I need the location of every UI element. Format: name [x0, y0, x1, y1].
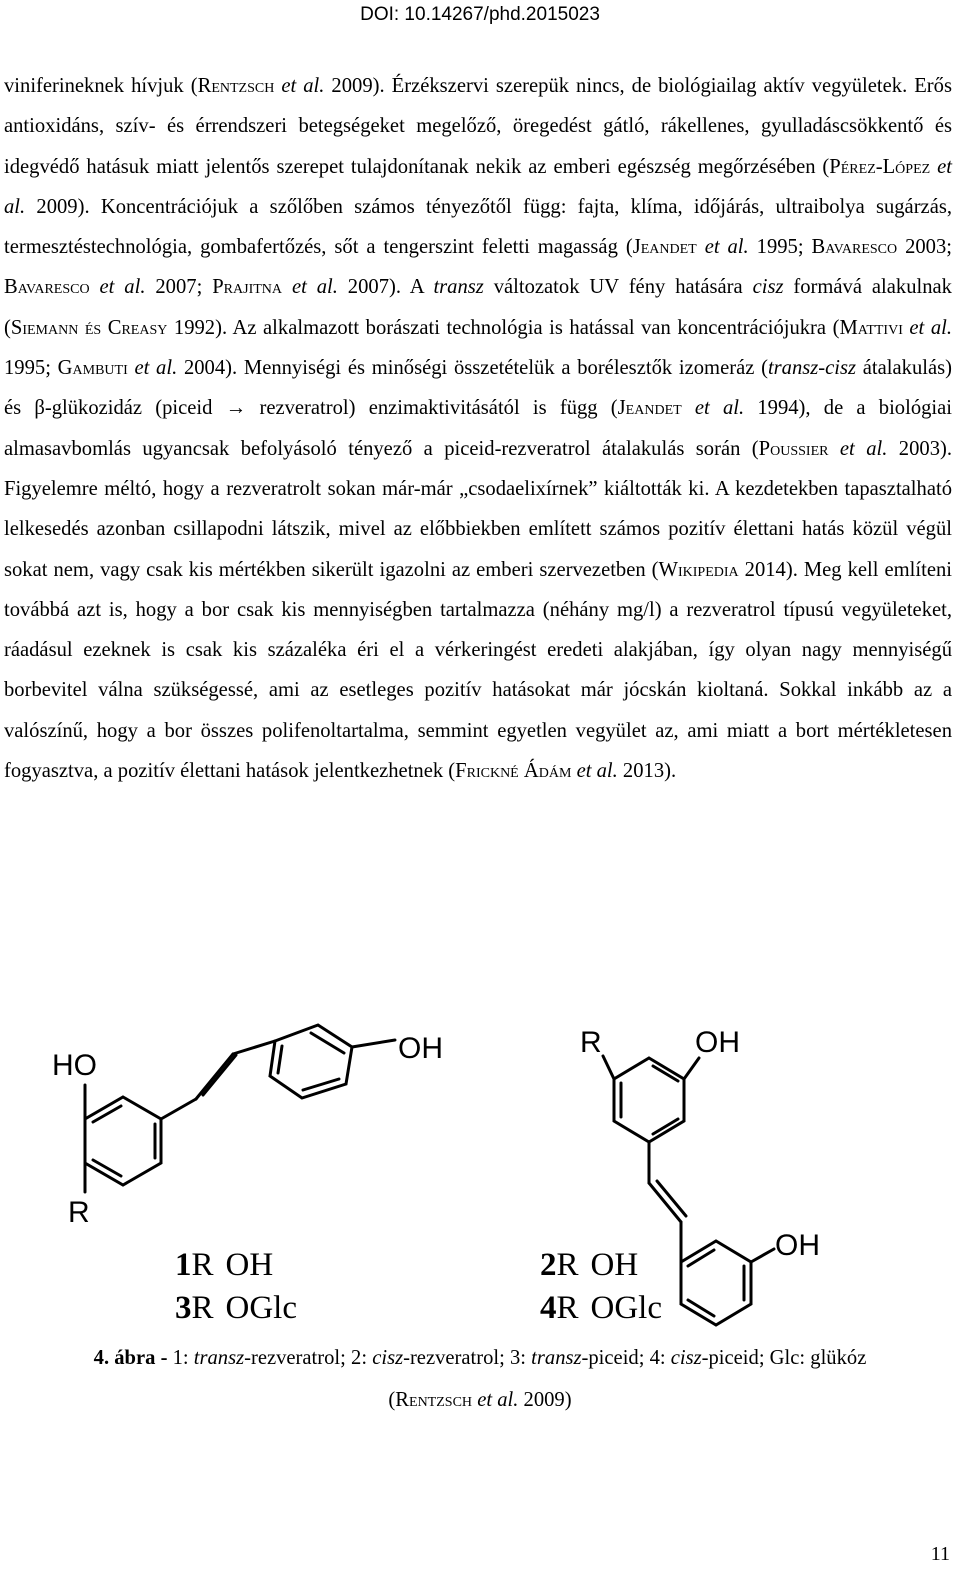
benzene-ring-left [85, 1097, 161, 1185]
legend-row-4 [540, 1290, 662, 1326]
term-cisz: cisz [372, 1347, 404, 1369]
group-label: OH [590, 1247, 639, 1283]
benzene-ring-bottom [681, 1241, 751, 1325]
double-bond [688, 1250, 714, 1266]
bond [751, 1249, 774, 1262]
et-al: et al. [839, 437, 888, 460]
legend-row-1 [175, 1247, 273, 1283]
doi-header: DOI: 10.14267/phd.2015023 [360, 4, 600, 25]
double-bond [93, 1106, 121, 1122]
text-span: 2007). A [337, 276, 434, 299]
text-span: 2009). Koncentrációjuk a szőlőben számos tényezőtől függ: fajta, klíma, időjárás, ultraibolya sugárzás, termesztéstechnológia, gombafertőzés, sőt a tengerszint feletti magasság ( [4, 195, 952, 259]
text-span: átalakulás) és β-glükozidáz (piceid [4, 357, 952, 420]
text-span: -rezveratrol; 2: [244, 1347, 373, 1369]
text-span: 2003). Figyelemre méltó, hogy a rezveratrolt sokan már-már „csodaelixírnek” kiáltották ki. A kezdetekben tapasztalható lelkesedés azonban csillapodni látszik, mivel az előbbiekben említett számos pozitív élettani hatás közül végül sokat nem, vagy csak kis mértékben sikerült igazolni az emberi szervezetben ( [4, 437, 952, 581]
author-citation: Mattivi [839, 316, 903, 339]
cis-resveratrol-structure [603, 1056, 774, 1325]
figure-label: 4. ábra - [93, 1347, 168, 1369]
et-al: et al. [909, 316, 952, 339]
benzene-ring-top [614, 1058, 684, 1142]
text-span: 2014). Meg kell említeni továbbá azt is, hogy a bor csak kis mennyiségben tartalmazza (néhány mg/l) a rezveratrol típusú vegyületeket, ráadásul ezeknek is csak kis százaléka éri el a vérkeringést eredeti alakjában, így olyan nagy mennyiségű borbevitel válna szükségessé, ami az esetleges pozitív hatásokat már jócskán kioltaná. Sokkal inkább az a valószínű, hogy a bor összes polifenoltartalma, semmint egyetlen vegyület az, ami miatt a bort mértékletesen fogyasztva, a pozitív élettani hatások jelentkezhetnek ( [4, 558, 952, 783]
author-citation: Poussier [758, 437, 829, 460]
text-span: 2003; [897, 236, 952, 259]
page-number: 11 [930, 1543, 950, 1565]
double-bond [311, 1033, 344, 1053]
text-span: -rezveratrol; 3: [403, 1347, 532, 1369]
group-label: OH [225, 1247, 274, 1283]
bond [603, 1056, 614, 1079]
vinyl-double-bond [203, 1055, 236, 1095]
author-citation: Rentzsch [395, 1389, 473, 1411]
text-span: 1995; [4, 357, 58, 380]
et-al: et al. [576, 760, 618, 783]
bond [352, 1040, 395, 1047]
r-label: R [556, 1290, 579, 1326]
double-bond [278, 1046, 282, 1073]
term-transz: transz [531, 1347, 582, 1369]
et-al: et al. [4, 155, 952, 218]
text-span: ( [388, 1389, 396, 1411]
text-span: 2009). Érzékszervi szerepük nincs, de biológiailag aktív vegyületek. Erős antioxidáns, szív- és érrendszeri betegségeket megelőző, öregedést gátló, rákellenes, gyulladáscsökkentő és idegvédő hatásuk miatt jelentős szerepet tulajdonítanak nekik az emberi egészség megőrzésében ( [4, 75, 952, 178]
term-cisz: cisz [752, 276, 784, 299]
et-al: et al. [134, 357, 178, 380]
et-al: et al. [694, 397, 745, 420]
label-oh-top: OH [695, 1026, 740, 1059]
r-label: R [556, 1247, 579, 1283]
bond [684, 1058, 699, 1079]
compound-number: 2 [540, 1247, 557, 1283]
caption-line-2 [0, 1379, 960, 1421]
label-r: R [68, 1196, 90, 1229]
label-oh-bottom: OH [775, 1229, 820, 1262]
et-al: et al. [281, 75, 325, 97]
author-citation: Wikipedia [658, 558, 739, 581]
author-citation: Prajitna [212, 276, 283, 299]
text-span: 1995; [748, 236, 812, 259]
group-label: OGlc [225, 1290, 297, 1326]
group-label: OGlc [590, 1290, 662, 1326]
author-citation: Bavaresco [811, 236, 898, 259]
figure-caption [0, 1337, 960, 1421]
text-span: formává alakulnak ( [4, 276, 952, 339]
author-citation: Rentzsch [197, 75, 275, 97]
body-paragraph [4, 66, 952, 791]
legend-row-3 [175, 1290, 297, 1326]
text-span: változatok UV fény hatására [483, 276, 753, 299]
author-citation: Frickné Ádám [455, 760, 572, 783]
trans-resveratrol-structure [85, 1025, 395, 1192]
label-oh: OH [398, 1032, 443, 1065]
label-ho: HO [52, 1049, 97, 1082]
author-citation: Siemann és Creasy [10, 316, 168, 339]
text-span: -piceid; 4: [581, 1347, 671, 1369]
text-span: 2009) [518, 1389, 572, 1411]
double-bond [93, 1160, 121, 1176]
compound-number: 1 [175, 1247, 192, 1283]
text-span: 2013). [617, 760, 677, 783]
text-span: 2007; [145, 276, 213, 299]
author-citation: Jeandet [617, 397, 682, 420]
r-label: R [191, 1247, 214, 1283]
double-bond [688, 1300, 714, 1316]
stilbene-structures-figure [0, 1010, 960, 1340]
author-citation: Pérez-López [829, 155, 931, 178]
text-span: 1: [167, 1347, 194, 1369]
text-span: 1994), de a biológiai almasavbomlás ugyancsak befolyásoló tényező a piceid-rezveratrol átalakulás során ( [4, 397, 952, 460]
et-al: et al. [704, 236, 749, 259]
text-span: viniferineknek hívjuk ( [4, 75, 198, 97]
compound-number: 3 [175, 1290, 192, 1326]
et-al: et al. [477, 1389, 519, 1411]
author-citation: Gambuti [57, 357, 128, 380]
author-citation: Jeandet [632, 236, 697, 259]
term-cisz: cisz [670, 1347, 702, 1369]
et-al: et al. [99, 276, 146, 299]
label-r: R [580, 1026, 602, 1059]
text-span: rezveratrol) enzimaktivitásától is függ ( [246, 397, 618, 420]
compound-number: 4 [540, 1290, 557, 1326]
text-span: -piceid; Glc: glükóz [701, 1347, 867, 1369]
arrow-icon: → [225, 397, 247, 420]
et-al: et al. [291, 276, 338, 299]
term-transz: transz [193, 1347, 245, 1369]
text-span: 2004). Mennyiségi és minőségi összetételük a borélesztők izomeráz ( [177, 357, 768, 380]
text-span: 1992). Az alkalmazott borászati technológia is hatással van koncentrációjukra ( [167, 316, 840, 339]
bond [233, 1041, 275, 1054]
bond [161, 1099, 196, 1119]
term-transz: transz [433, 276, 484, 299]
r-label: R [191, 1290, 214, 1326]
term-transz-cisz: transz-cisz [767, 357, 857, 380]
legend-row-2 [540, 1247, 638, 1283]
caption-line-1 [0, 1337, 960, 1379]
author-citation: Bavaresco [4, 276, 90, 299]
vinyl-double-bond [196, 1054, 233, 1099]
